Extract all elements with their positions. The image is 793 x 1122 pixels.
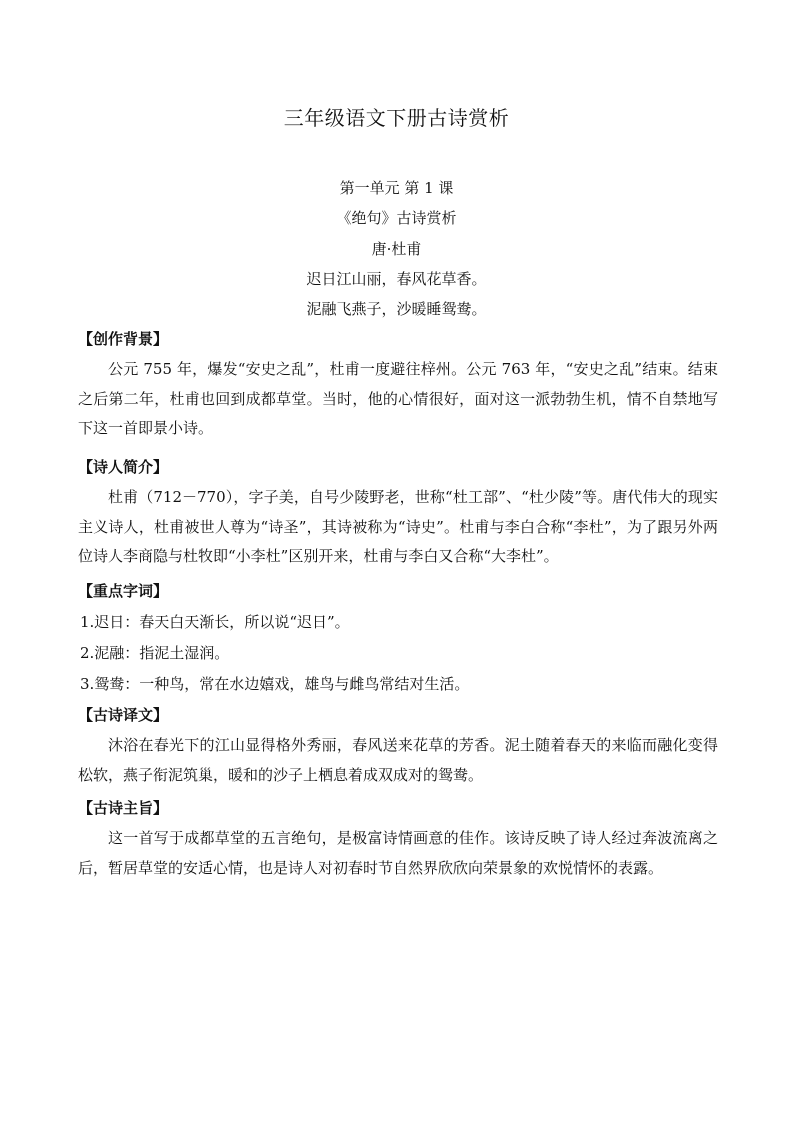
theme-paragraph: 这一首写于成都草堂的五言绝句，是极富诗情画意的佳作。该诗反映了诗人经过奔波流离之后，暂居草堂的安适心情，也是诗人对初春时节自然界欣欣向荣景象的欢悦情怀的表露。	[78, 829, 718, 877]
poem-line-1: 迟日江山丽，春风花草香。	[306, 270, 487, 288]
section-heading-background: 【创作背景】	[78, 330, 169, 348]
page-title: 三年级语文下册古诗赏析	[283, 106, 510, 130]
background-paragraph: 公元 755 年，爆发“安史之乱”，杜甫一度避往梓州。公元 763 年，“安史之乱”结束。结束之后第二年，杜甫也回到成都草堂。当时，他的心情很好，面对这一派勃勃生机，情不自禁地写下这一首即景小诗。	[78, 360, 718, 437]
section-heading-translation: 【古诗译文】	[78, 706, 169, 724]
keyword-item-3: 3.鸳鸯：一种鸟，常在水边嬉戏，雄鸟与雌鸟常结对生活。	[80, 675, 470, 693]
poem-line-2: 泥融飞燕子，沙暖睡鸳鸯。	[306, 300, 487, 318]
keyword-item-2: 2.泥融：指泥土湿润。	[80, 644, 230, 662]
section-heading-theme: 【古诗主旨】	[78, 799, 169, 817]
keyword-item-1: 1.迟日：春天白天渐长，所以说“迟日”。	[80, 613, 350, 631]
poem-title: 《绝句》古诗赏析	[336, 209, 457, 227]
lesson-label: 第一单元 第 1 课	[339, 179, 454, 197]
section-heading-poet: 【诗人简介】	[78, 458, 169, 476]
poet-paragraph: 杜甫（712－770），字子美，自号少陵野老，世称“杜工部”、“杜少陵”等。唐代伟大的现实主义诗人，杜甫被世人尊为“诗圣”，其诗被称为“诗史”。杜甫与李白合称“李杜”，为了跟另外两位诗人李商隐与杜牧即“小李杜”区别开来，杜甫与李白又合称“大李杜”。	[78, 488, 718, 565]
poem-author: 唐·杜甫	[371, 240, 422, 258]
translation-paragraph: 沐浴在春光下的江山显得格外秀丽，春风送来花草的芳香。泥土随着春天的来临而融化变得松软，燕子衔泥筑巢，暖和的沙子上栖息着成双成对的鸳鸯。	[78, 736, 718, 784]
section-heading-keywords: 【重点字词】	[78, 582, 169, 600]
